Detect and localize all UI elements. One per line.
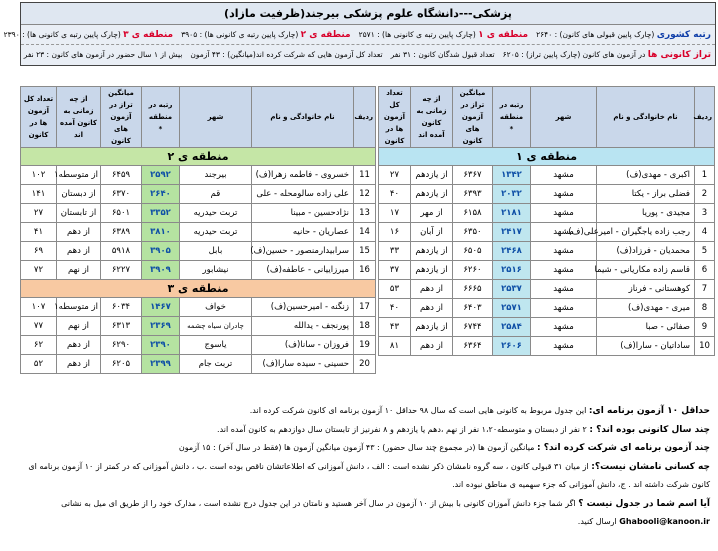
table-cell: مشهد (531, 280, 597, 299)
table-cell: 19 (354, 336, 376, 355)
table-cell: ۶۳۷۰ (101, 185, 142, 204)
table-cell: ۶۲۰۵ (101, 355, 142, 374)
region-header (379, 148, 715, 166)
table-cell: ۶۲۲۷ (101, 261, 142, 280)
table-cell: از نهم (57, 261, 101, 280)
table-row (21, 242, 376, 261)
table-cell: ۳۳۵۲ (142, 204, 180, 223)
table-row (21, 185, 376, 204)
table-row (379, 166, 715, 185)
table-cell: از نهم (57, 317, 101, 336)
note-min-exams: حداقل ۱۰ آزمون برنامه ای: این جدول مربوط به کانونی هایی است که سال ۹۸ حداقل ۱۰ آزمون برنامه ای کانون شرکت کرده اند. (249, 406, 710, 416)
col-level: میانگین تراز در آزمون های کانون (453, 87, 493, 148)
table-row (21, 317, 376, 336)
table-cell: ۲۴۶۸ (493, 242, 531, 261)
table-cell: ۲۳۶۹ (142, 317, 180, 336)
table-cell: نیشابور (180, 261, 252, 280)
table-cell: ۲۵۱۶ (493, 261, 531, 280)
table-header-row (379, 87, 715, 148)
table-cell: 15 (354, 242, 376, 261)
col-city: شهر (531, 87, 597, 148)
table-cell: ۶۳۶۴ (453, 337, 493, 356)
table-cell: مشهد (531, 318, 597, 337)
table-cell: 6 (695, 261, 715, 280)
table-cell: ۶۳۹۳ (453, 185, 493, 204)
table-cell: مشهد (531, 261, 597, 280)
note-years: چند سال کانونی بوده اند؟ : ۲ نفر از دبستان و متوسطه۱،۲۰ نفر از نهم ،دهم یا یازدهم و ۸ نفرنیز از تابستان سال دوازدهم به کانون آمده اند. (217, 424, 710, 435)
table-cell: از یازدهم (411, 166, 453, 185)
table-cell: ۶۳۵۰ (453, 223, 493, 242)
summary-row-2 (21, 45, 715, 65)
table-cell: ۲۵۹۲ (142, 166, 180, 185)
table-cell: تربت جام (180, 355, 252, 374)
table-cell: ۶۷۴۴ (453, 318, 493, 337)
table-cell: 12 (354, 185, 376, 204)
table-cell: ۳۷ (379, 261, 411, 280)
table-cell: ۶۲۶۰ (453, 261, 493, 280)
summary-multi-year: بیش از ۱ سال حضور در آزمون های کانون : ۲۳ نفر (23, 50, 183, 59)
note-email-line: Ghabooli@kanoon.ir ارسال کنید. (577, 517, 710, 526)
table-cell: ۲۷ (21, 204, 57, 223)
table-cell: ۶۵۰۱ (101, 204, 142, 223)
table-cell: رجب زاده یاجگیران - امیرعلی(ف) (597, 223, 695, 242)
table-cell: 8 (695, 299, 715, 318)
table-cell: ۱۰۲ (21, 166, 57, 185)
table-cell: ساداتیان - سارا(ف) (597, 337, 695, 356)
table-cell: ۶۲ (21, 336, 57, 355)
table-cell: مشهد (531, 185, 597, 204)
table-row (379, 261, 715, 280)
table-cell: 16 (354, 261, 376, 280)
table-cell: مشهد (531, 337, 597, 356)
table-cell: 9 (695, 318, 715, 337)
table-cell: ۷۷ (21, 317, 57, 336)
table-cell: بابل (180, 242, 252, 261)
table-cell: ۴۰ (379, 299, 411, 318)
table-cell: ۳۹۰۵ (142, 242, 180, 261)
table-cell: قم (180, 185, 252, 204)
col-since: از چه زمانی به کانون آمده اند (57, 87, 101, 148)
page-title: پزشکی---دانشگاه علوم پزشکی بیرجند(ظرفیت مازاد) (21, 3, 715, 25)
table-cell: ۶۴۵۹ (101, 166, 142, 185)
table-row (379, 223, 715, 242)
region-header (21, 148, 376, 166)
region-header (21, 280, 376, 298)
table-row (21, 298, 376, 317)
table-row (21, 261, 376, 280)
table-cell: مجیدی - پوریا (597, 204, 695, 223)
table-cell: از یازدهم (411, 242, 453, 261)
table-cell: 7 (695, 280, 715, 299)
table-cell: محمدیان - فرزاد(ف) (597, 242, 695, 261)
col-name: نام خانوادگی و نام (252, 87, 354, 148)
table-cell: ۶۴۰۳ (453, 299, 493, 318)
table-cell: ۶۵۰۵ (453, 242, 493, 261)
table-cell: تربت حیدریه (180, 223, 252, 242)
summary-region-2: منطقه ی ۲ (چارک پایین رتبه ی کانونی ها) : ۳۹۰۵ (181, 30, 351, 40)
table-cell: 4 (695, 223, 715, 242)
table-cell: پورنجف - یدالله (252, 317, 354, 336)
note-missing: چه کسانی نامشان نیست؟: از میان ۳۱ قبولی کانون ، سه گروه نامشان ذکر نشده است : الف ، دانش آموزانی که اطلاعاتشان ناقص بوده است .ب ، دانش آموزانی که در کمتر از ۱۰ آزمون برنامه ای (28, 461, 710, 472)
table-cell: 2 (695, 185, 715, 204)
table-cell: ۳۳ (379, 242, 411, 261)
table-cell: ۶۹ (21, 242, 57, 261)
table-cell: ۲۰۳۲ (493, 185, 531, 204)
table-cell: ۲۳۹۰ (142, 336, 180, 355)
table-cell: ۲۵۷۱ (493, 299, 531, 318)
table-cell: ۱۳۴۲ (493, 166, 531, 185)
table-cell: 13 (354, 204, 376, 223)
table-cell: صفائی - صبا (597, 318, 695, 337)
table-cell: تربت حیدریه (180, 204, 252, 223)
table-cell: مشهد (531, 204, 597, 223)
table-cell: فروزان - سانا(ف) (252, 336, 354, 355)
table-row (21, 355, 376, 374)
table-cell: ۶۶۶۵ (453, 280, 493, 299)
table-cell: ۲۳۹۹ (142, 355, 180, 374)
table-cell: از یازدهم (411, 185, 453, 204)
note-missing-cont: کانون شرکت داشته اند . ج، دانش آموزانی که جزء سهمیه ی مناطق نبوده اند. (452, 480, 710, 489)
table-cell: مشهد (531, 223, 597, 242)
table-cell: 3 (695, 204, 715, 223)
table-cell: ۲۶۰۶ (493, 337, 531, 356)
table-cell: از مهر (411, 204, 453, 223)
table-cell: ۱۴۶۷ (142, 298, 180, 317)
table-cell: از دهم (57, 355, 101, 374)
table-cell: ۶۳۶۷ (453, 166, 493, 185)
table-cell: ۲۱۸۱ (493, 204, 531, 223)
table-cell: از آبان (411, 223, 453, 242)
table-cell: فضلی براز - یکتا (597, 185, 695, 204)
table-cell: کوهستانی - فرناز (597, 280, 695, 299)
table-cell: قاسم زاده مکاریانی - شیما (597, 261, 695, 280)
table-cell: منطقه ی ۲ (21, 148, 376, 166)
table-cell: از یازدهم (411, 318, 453, 337)
table-cell: ۴۱ (21, 223, 57, 242)
header-panel (3, 2, 716, 66)
table-header-row (21, 87, 376, 148)
table-cell: ۱۰۷ (21, 298, 57, 317)
table-cell: بیرجند (180, 166, 252, 185)
summary-region-3: منطقه ی ۳ (چارک پایین رتبه ی کانونی ها) : ۲۳۹۰ (3, 30, 174, 40)
col-rank: رتبه در منطقه * (142, 87, 180, 148)
table-cell: ۱۶ (379, 223, 411, 242)
table-row (379, 204, 715, 223)
col-rank: رتبه در منطقه * (493, 87, 531, 148)
table-cell: ۳۸۱۰ (142, 223, 180, 242)
table-cell: 14 (354, 223, 376, 242)
table-cell: از دهم (411, 337, 453, 356)
table-cell: ۷۲ (21, 261, 57, 280)
table-cell: چادران سیاه چشمه (180, 317, 252, 336)
table-cell: ۱۷ (379, 204, 411, 223)
table-cell: خسروی - فاطمه زهرا(ف) (252, 166, 354, 185)
col-row: ردیف (695, 87, 715, 148)
table-cell: ۵۳ (379, 280, 411, 299)
table-cell: از یازدهم (411, 261, 453, 280)
table-row (379, 280, 715, 299)
table-cell: ۱۴۱ (21, 185, 57, 204)
table-cell: ۸۱ (379, 337, 411, 356)
table-cell: ۲۴۱۷ (493, 223, 531, 242)
col-city: شهر (180, 87, 252, 148)
col-row: ردیف (354, 87, 376, 148)
col-level: میانگین تراز در آزمون های کانون (101, 87, 142, 148)
table-row (379, 242, 715, 261)
table-cell: از دهم (411, 299, 453, 318)
table-cell: از دبستان (57, 185, 101, 204)
table-row (21, 204, 376, 223)
table-cell: نژادحسین - مبینا (252, 204, 354, 223)
table-cell: از تابستان (57, 204, 101, 223)
summary-region-1: منطقه ی ۱ (چارک پایین رتبه ی کانونی ها) : ۲۵۷۱ (358, 30, 529, 40)
table-cell: ۲۵۸۴ (493, 318, 531, 337)
email-link[interactable]: Ghabooli@kanoon.ir (619, 517, 710, 526)
table-cell: میرزاییانی - عاطفه(ف) (252, 261, 354, 280)
table-cell: ۲۷ (379, 166, 411, 185)
table-row (379, 185, 715, 204)
table-row (21, 223, 376, 242)
table-cell: ۴۳ (379, 318, 411, 337)
table-cell: ۶۰۳۴ (101, 298, 142, 317)
table-cell: زنگنه - امیرحسین(ف) (252, 298, 354, 317)
table-cell: ۶۱۵۸ (453, 204, 493, 223)
table-cell: عصاریان - حانیه (252, 223, 354, 242)
summary-accepted-count: تعداد قبول شدگان کانون : ۳۱ نفر (390, 50, 495, 59)
summary-level: تراز کانونی ها در آزمون های کانون (چارک پایین تراز) : ۶۲۰۵ (502, 50, 711, 60)
table-cell: ۵۹۱۸ (101, 242, 142, 261)
table-cell: ۶۲۹۰ (101, 336, 142, 355)
table-cell: 20 (354, 355, 376, 374)
table-cell: از دهم (411, 280, 453, 299)
table-cell: 5 (695, 242, 715, 261)
col-name: نام خانوادگی و نام (597, 87, 695, 148)
table-cell: مشهد (531, 166, 597, 185)
table-cell: ۶۳۸۹ (101, 223, 142, 242)
table-cell: حسینی - سیده سارا(ف) (252, 355, 354, 374)
table-cell: میری - مهدی(ف) (597, 299, 695, 318)
results-table-region-2-3 (20, 86, 376, 374)
table-cell: منطقه ی ۳ (21, 280, 376, 298)
summary-row-1 (3, 25, 715, 45)
table-cell: از دهم (57, 242, 101, 261)
summary-national-rank: رتبه کشوری (چارک پایین قبولی های کانون) : ۲۶۴۰ (536, 30, 711, 40)
table-row (379, 337, 715, 356)
col-count: تعداد کل آزمون ها در کانون (21, 87, 57, 148)
table-cell: یاسوج (180, 336, 252, 355)
col-count: تعداد کل آزمون ها در کانون (379, 87, 411, 148)
note-exam-count: چند آزمون برنامه ای شرکت کرده اند؟ : میانگین آزمون ها (در مجموع چند سال حضور) : ۴۳ آزمون میانگین آزمون ها (فقط در سال آخر) : ۱۵ آزمون (178, 443, 710, 453)
table-cell: 1 (695, 166, 715, 185)
table-cell: علی زاده سالومحله - علی (252, 185, 354, 204)
table-cell: ۲۶۴۰ (142, 185, 180, 204)
table-cell: ۵۲ (21, 355, 57, 374)
table-row (21, 336, 376, 355)
notes-section (20, 402, 710, 531)
table-cell: مشهد (531, 242, 597, 261)
table-cell: اکبری - مهدی(ف) (597, 166, 695, 185)
note-not-listed: آیا اسم شما در جدول نیست ؟ اگر شما جزء دانش آموزان کانونی با بیش از ۱۰ آزمون در سال آخر هستید و نامتان در این جدول درج نشده است ، مدارک خود را از طریق ای میل به نشانی (61, 498, 710, 509)
table-cell: از دهم (57, 336, 101, 355)
table-cell: خواف (180, 298, 252, 317)
results-table-region-1 (378, 86, 715, 356)
table-cell: منطقه ی ۱ (379, 148, 715, 166)
table-cell: ۴۰ (379, 185, 411, 204)
table-cell: 17 (354, 298, 376, 317)
table-cell: 11 (354, 166, 376, 185)
table-cell: ۲۵۳۷ (493, 280, 531, 299)
table-row (21, 166, 376, 185)
table-cell: ۳۹۰۹ (142, 261, 180, 280)
table-cell: از دهم (57, 223, 101, 242)
table-cell: از متوسطه۱ (57, 166, 101, 185)
col-since: از چه زمانی به کانون آمده اند (411, 87, 453, 148)
table-cell: مشهد (531, 299, 597, 318)
table-cell: 18 (354, 317, 376, 336)
summary-exam-count: تعداد کل آزمون هایی که شرکت کرده اند(میانگین) : ۴۳ آزمون (190, 50, 383, 59)
table-cell: 10 (695, 337, 715, 356)
table-cell: از متوسطه۱ (57, 298, 101, 317)
table-row (379, 299, 715, 318)
table-cell: سرابیدارمنصور - حسین(ف) (252, 242, 354, 261)
table-row (379, 318, 715, 337)
table-cell: ۶۳۱۳ (101, 317, 142, 336)
